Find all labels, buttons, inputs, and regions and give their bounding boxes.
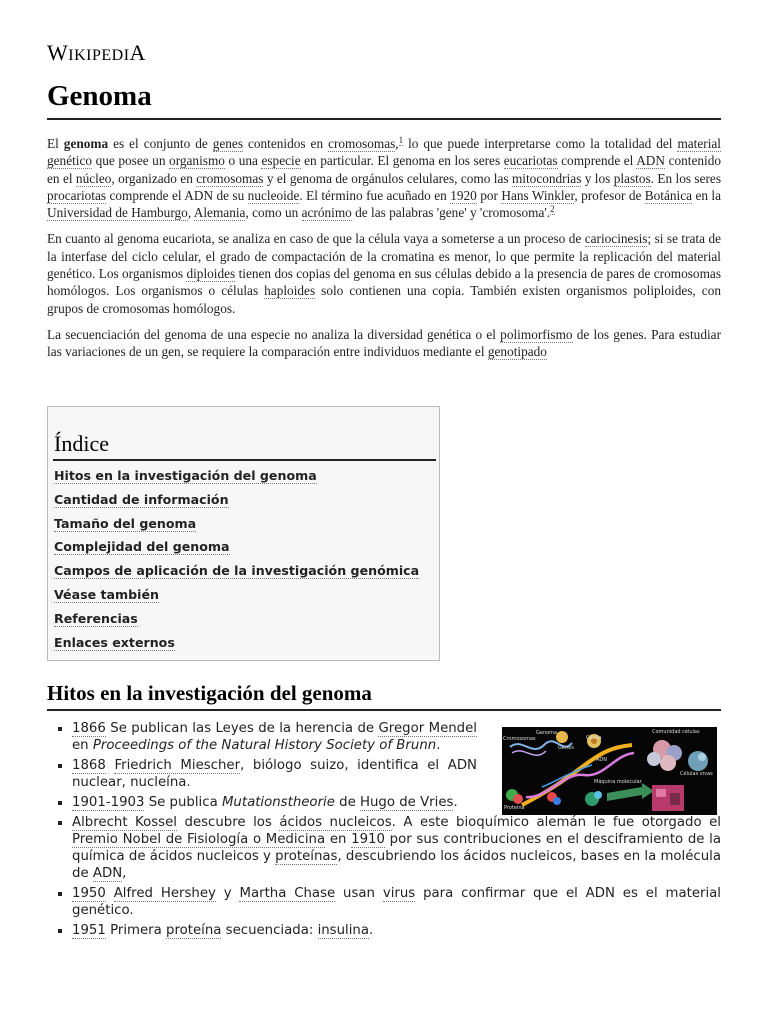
intro-paragraph-2 — [47, 230, 721, 316]
text-run: lo que puede interpretarse como la totalidad del — [403, 136, 678, 151]
text-run: en — [72, 738, 93, 753]
toc-link-complejidad[interactable]: Complejidad del genoma — [54, 539, 230, 555]
bold-term: genoma — [63, 136, 109, 151]
list-item — [47, 794, 477, 811]
inline-link[interactable]: cromosomas — [328, 136, 396, 151]
inline-link[interactable]: haploides — [264, 283, 316, 299]
text-run: ; si se trata de la interfase del ciclo celular, el grado de compactación de la cromatina es menor, lo que permite la replicación del material genético. Los organismos — [47, 231, 721, 282]
intro-paragraph-3 — [47, 326, 721, 361]
inline-link[interactable]: organismo — [169, 153, 225, 169]
text-run: . En los seres — [650, 170, 722, 186]
toc-title: Índice — [54, 431, 109, 456]
toc-divider — [53, 459, 436, 461]
text-run: secuenciada: — [221, 923, 318, 938]
text-run: , descubriendo los ácidos nucleicos, bases en la molécula de — [72, 849, 722, 881]
inline-link[interactable]: Botánica — [644, 187, 693, 203]
text-run: o una — [224, 153, 262, 169]
text-run: . — [453, 795, 458, 810]
text-run: por sus contribuciones en el desciframiento de la química de ácidos nucleicos y — [72, 832, 722, 864]
text-run: . — [436, 738, 441, 753]
figure-label-celula: Célula — [586, 735, 602, 741]
figure-label-cromosomas: Cromosomas — [503, 736, 536, 742]
inline-link[interactable]: proteínas — [275, 849, 338, 864]
text-run: usan — [335, 886, 383, 901]
list-item — [47, 922, 721, 939]
inline-link[interactable]: genes — [212, 136, 243, 151]
text-run: , organizado en — [111, 170, 197, 186]
text-run: en — [325, 832, 352, 847]
inline-link[interactable]: Friedrich Miescher — [114, 758, 241, 773]
inline-link[interactable]: eucariotas — [503, 153, 558, 169]
toc-item[interactable] — [54, 585, 419, 609]
inline-link[interactable]: mitocondrias — [511, 170, 582, 186]
text-run: Se publica — [144, 795, 222, 810]
toc-item[interactable] — [54, 466, 419, 490]
inline-link[interactable]: 1910 — [351, 832, 385, 847]
inline-link[interactable]: cariocinesis — [584, 231, 648, 247]
text-run: en particular. El genoma en los seres — [300, 153, 504, 169]
text-run: . El término fue acuñado en — [299, 187, 451, 203]
page-title: Genoma — [47, 80, 152, 112]
wikipedia-logo[interactable] — [47, 40, 146, 66]
inline-link[interactable]: material genético — [47, 136, 721, 169]
figure-label-adn: ADN — [596, 757, 608, 763]
toc-item[interactable] — [54, 514, 419, 538]
toc-item[interactable] — [54, 490, 419, 514]
text-run: de — [334, 795, 360, 810]
figure-label-comunidad: Comunidad células — [652, 729, 700, 735]
inline-link[interactable]: especie — [261, 153, 301, 169]
inline-link[interactable]: Hugo de Vries — [360, 795, 454, 810]
inline-link[interactable]: Alfred Hershey — [113, 886, 216, 901]
figure-label-genes: Genes — [558, 745, 574, 751]
text-run: de las palabras 'gene' y 'cromosoma'. — [351, 205, 551, 221]
inline-link[interactable]: Universidad de Hamburgo — [47, 205, 188, 221]
figure-label-proteina: Proteína — [504, 805, 525, 811]
text-run: solo contienen una copia. También existen organismos poliploides, con grupos de cromosomas homólogos. — [47, 283, 721, 316]
toc-item[interactable] — [54, 633, 419, 657]
text-run — [106, 886, 114, 901]
inline-link[interactable]: 1951 — [72, 923, 106, 938]
section-heading-hitos: Hitos en la investigación del genoma — [47, 681, 372, 705]
list-item — [47, 720, 477, 754]
figure-label-maquina: Máquina molecular — [594, 779, 642, 785]
inline-link[interactable]: 1868 — [72, 758, 106, 773]
italic-title: Mutationstheorie — [221, 795, 335, 810]
text-run: comprende el ADN de su — [106, 187, 248, 203]
list-item — [47, 757, 477, 791]
text-run: y — [215, 886, 240, 901]
figure-label-celulas-vivas: Células vivas — [680, 771, 713, 777]
inline-link[interactable]: 1866 — [72, 721, 106, 736]
reference-link[interactable]: 2 — [550, 203, 555, 214]
inline-link[interactable]: procariotas — [47, 187, 107, 203]
inline-link[interactable]: 1901-1903 — [72, 795, 145, 810]
inline-link[interactable]: Alemania — [193, 205, 246, 221]
inline-link[interactable]: diploides — [186, 266, 236, 282]
milestones-list — [47, 720, 721, 942]
toc-link-vease[interactable]: Véase también — [54, 586, 159, 602]
inline-link[interactable]: polimorfismo — [500, 326, 573, 342]
toc-link-referencias[interactable]: Referencias — [54, 610, 138, 626]
text-run: , biólogo suizo, identifica el ADN nuclear, nucleína. — [72, 758, 477, 790]
reference-link[interactable]: 1 — [398, 134, 404, 145]
inline-link[interactable]: virus — [382, 886, 416, 901]
text-run: y los — [581, 170, 614, 186]
inline-link[interactable]: 1950 — [72, 886, 106, 901]
inline-link[interactable]: Albrecht Kossel — [72, 815, 177, 830]
inline-link[interactable]: insulina — [317, 923, 370, 938]
inline-link[interactable]: Martha Chase — [239, 886, 336, 901]
toc-item[interactable] — [54, 609, 419, 633]
inline-link[interactable]: 1920 — [450, 187, 477, 203]
inline-link[interactable]: plastos — [613, 170, 651, 186]
toc-link-campos[interactable]: Campos de aplicación de la investigación genómica — [54, 563, 420, 579]
text-run: En cuanto al genoma eucariota, se analiza en caso de que la célula vaya a someterse a un proceso de — [47, 231, 585, 247]
list-item — [47, 885, 721, 919]
text-run: contenido en el — [47, 153, 722, 186]
text-run: comprende el — [557, 153, 637, 169]
toc-item[interactable] — [54, 561, 419, 585]
list-item — [47, 814, 721, 882]
section-divider — [47, 709, 721, 711]
inline-link[interactable]: proteína — [166, 923, 222, 938]
text-run: El — [47, 136, 64, 151]
inline-link[interactable]: Hans Winkler — [501, 187, 575, 203]
logo-letter-w: W — [47, 40, 69, 65]
text-run: , — [187, 205, 194, 221]
figure-label-genoma: Genoma — [536, 730, 558, 736]
text-run: por — [476, 187, 502, 203]
text-run: para confirmar que el ADN es el material genético. — [72, 886, 721, 918]
inline-link[interactable]: cromosomas — [196, 170, 264, 186]
text-run: en la — [692, 187, 722, 203]
text-run: descubre los — [176, 815, 280, 830]
text-run: Se publican las Leyes de la herencia de — [105, 721, 379, 736]
toc-link-hitos[interactable]: Hitos en la investigación del genoma — [54, 468, 317, 483]
inline-link[interactable]: genotipado — [487, 344, 547, 360]
text-run: contenidos en — [243, 136, 329, 151]
italic-title: Proceedings of the Natural History Society of Brunn — [92, 738, 437, 753]
inline-link[interactable]: acrónimo — [301, 205, 352, 221]
text-run: . — [369, 923, 374, 938]
text-run: tienen dos copias del genoma en sus células debido a la presencia de pares de cromosomas homólogos. Los organismos o células — [47, 266, 721, 299]
text-run: , — [395, 136, 399, 151]
toc-item[interactable] — [54, 537, 419, 561]
text-run: de los genes. Para estudiar las variaciones de un gen, se requiere la comparación entre individuos mediante el — [47, 326, 721, 360]
text-run: . A este bioquímico alemán le fue otorgado el — [391, 815, 721, 830]
intro-paragraph-1 — [47, 135, 721, 221]
inline-link[interactable]: ADN — [636, 153, 666, 169]
text-run: , profesor de — [574, 187, 645, 203]
toc-link-tamano[interactable]: Tamaño del genoma — [54, 515, 197, 531]
text-run: y el genoma de orgánulos celulares, como las — [263, 170, 512, 186]
text-run: La secuenciación del genoma de una especie no analiza la diversidad genética o el — [47, 326, 501, 342]
toc-link-cantidad[interactable]: Cantidad de información — [54, 491, 229, 507]
inline-link[interactable]: ácidos nucleicos — [279, 815, 392, 830]
text-run: es el conjunto de — [108, 136, 213, 151]
toc-link-enlaces[interactable]: Enlaces externos — [54, 634, 175, 650]
logo-letters-ikipedi: IKIPEDI — [68, 47, 130, 64]
inline-link[interactable]: nucleoide — [247, 187, 300, 203]
toc-list — [54, 466, 419, 656]
text-run: que posee un — [92, 153, 170, 169]
inline-link[interactable]: Gregor Mendel — [378, 721, 477, 736]
text-run: , — [122, 866, 127, 881]
inline-link[interactable]: ADN — [92, 866, 123, 881]
text-run: Primera — [105, 923, 166, 938]
table-of-contents — [47, 406, 440, 661]
inline-link[interactable]: núcleo — [75, 170, 112, 186]
text-run: , como un — [245, 205, 302, 221]
inline-link[interactable]: Premio Nobel de Fisiología o Medicina — [72, 832, 326, 847]
reference-superscript[interactable] — [550, 204, 555, 215]
logo-letter-a: A — [129, 40, 146, 65]
title-divider — [47, 118, 721, 120]
intro-section — [47, 135, 721, 370]
